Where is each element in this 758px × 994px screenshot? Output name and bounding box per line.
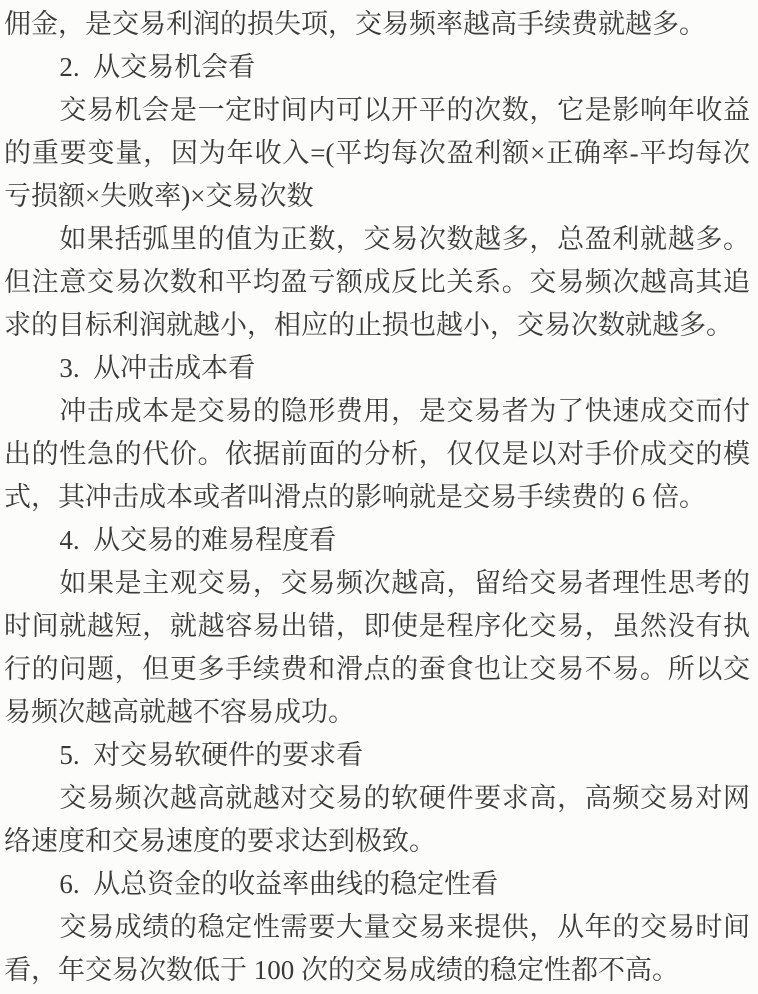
text-line: 看，年交易次数低于 100 次的交易成绩的稳定性都不高。 bbox=[4, 955, 679, 985]
text-line: 时间就越短，就越容易出错，即使是程序化交易，虽然没有执 bbox=[4, 611, 750, 641]
text-line: 求的目标利润就越小，相应的止损也越小，交易次数就越多。 bbox=[4, 310, 733, 340]
section-heading: 2. 从交易机会看 bbox=[59, 52, 256, 82]
section-heading: 3. 从冲击成本看 bbox=[59, 353, 256, 383]
text-line: 如果括弧里的值为正数，交易次数越多，总盈利就越多。 bbox=[59, 224, 750, 254]
text-line: 易频次越高就越不容易成功。 bbox=[4, 697, 355, 727]
text-line: 行的问题，但更多手续费和滑点的蚕食也让交易不易。所以交 bbox=[4, 654, 750, 684]
text-line: 的重要变量，因为年收入=(平均每次盈利额×正确率-平均每次 bbox=[4, 138, 750, 168]
text-line: 络速度和交易速度的要求达到极致。 bbox=[4, 826, 436, 856]
section-heading: 4. 从交易的难易程度看 bbox=[59, 525, 337, 555]
text-line: 但注意交易次数和平均盈亏额成反比关系。交易频次越高其追 bbox=[4, 267, 750, 297]
text-line: 佣金，是交易利润的损失项，交易频率越高手续费就越多。 bbox=[4, 9, 706, 39]
text-line: 交易频次越高就越对交易的软硬件要求高，高频交易对网 bbox=[59, 783, 750, 813]
text-line: 式，其冲击成本或者叫滑点的影响就是交易手续费的 6 倍。 bbox=[4, 482, 706, 512]
text-line: 冲击成本是交易的隐形费用，是交易者为了快速成交而付 bbox=[59, 396, 750, 426]
text-line: 亏损额×失败率)×交易次数 bbox=[4, 181, 314, 211]
section-heading: 6. 从总资金的收益率曲线的稳定性看 bbox=[59, 869, 499, 899]
text-line: 交易成绩的稳定性需要大量交易来提供，从年的交易时间 bbox=[59, 912, 750, 942]
text-line: 交易机会是一定时间内可以开平的次数，它是影响年收益 bbox=[59, 95, 750, 125]
text-line: 如果是主观交易，交易频次越高，留给交易者理性思考的 bbox=[59, 568, 750, 598]
section-heading: 5. 对交易软硬件的要求看 bbox=[59, 740, 364, 770]
text-line: 出的性急的代价。依据前面的分析，仅仅是以对手价成交的模 bbox=[4, 439, 750, 469]
